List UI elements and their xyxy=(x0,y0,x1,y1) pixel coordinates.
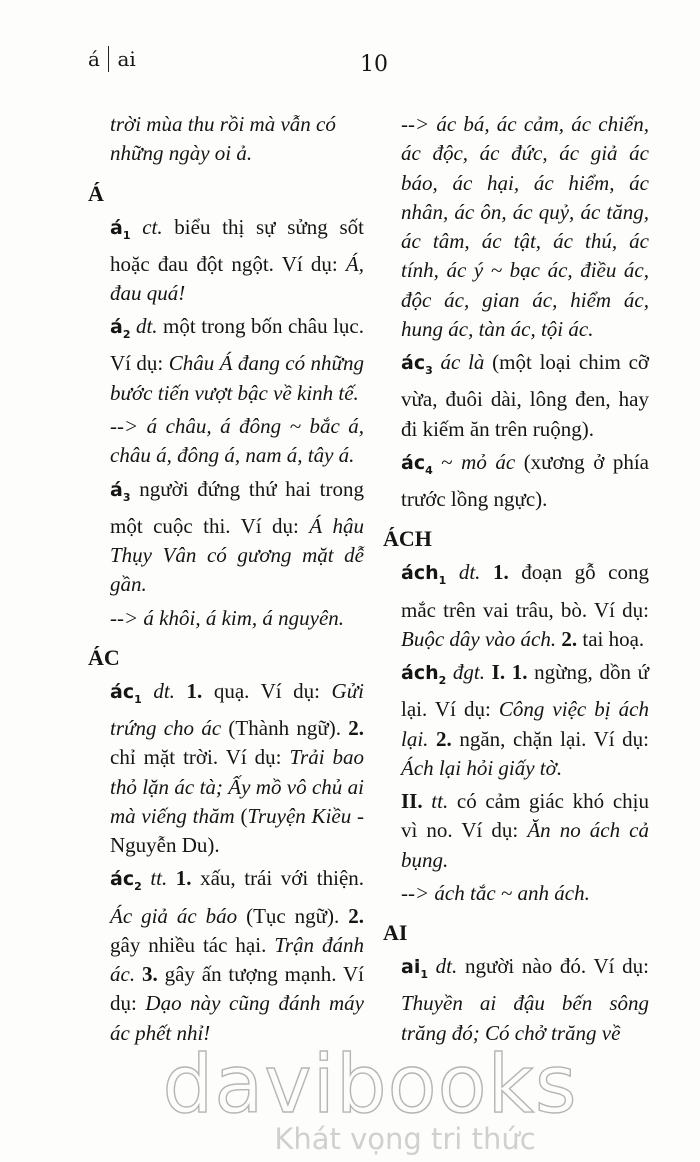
page-number: 10 xyxy=(360,52,388,77)
right-column xyxy=(383,110,649,1052)
watermark-brand: davibooks xyxy=(162,1038,578,1131)
entry-ai1: $ai_1$ dt. người nào đó. Ví dụ: Thuyền ai đậu bến sông trăng đó; Có chở trăng về xyxy=(401,954,649,1045)
continued-text: trời mùa thu rồi mà vẫn có những ngày oi ả. xyxy=(110,112,336,166)
headword: ách$_2$ xyxy=(401,662,447,687)
headword: $á_1$ xyxy=(110,216,131,242)
entry-ac3: $ác_3$ ác là (một loại chim cỡ vừa, đuôi dài, lông đen, hay đi kiếm ăn trên ruộng). xyxy=(401,350,649,441)
entry-a2: $á_2$ dt. một trong bốn châu lục. Ví dụ: Châu Á đang có những bước tiến vượt bậc về kinh tế. xyxy=(110,314,365,405)
headword: $á_2$ xyxy=(110,316,131,342)
section-heading-ach: ÁCH xyxy=(383,526,432,552)
headword: $ai_1$ xyxy=(401,956,428,982)
cross-reference: --> ác bá, ác cảm, ác chiến, ác độc, ác đức, ác giả ác báo, ác hại, ác hiểm, ác nhân, ác ôn, ác quỷ, ác tăng, ác tâm, ác tật, ác thú, ác tính, ác ý ~ bạc ác, điều ác, độc ác, gian ác, hiểm ác, hung ác, tàn ác, tội ác. xyxy=(401,112,649,342)
headword: ách$_1$ xyxy=(401,562,447,588)
watermark-slogan: Khát vọng tri thức xyxy=(274,1122,536,1156)
cross-reference: --> ách tắc ~ anh ách. xyxy=(401,881,590,906)
headword: $ác_1$ xyxy=(110,680,142,706)
entry-ach2: ách$_2$ đgt. I. 1. ngừng, dồn ứ lại. Ví dụ: Công việc bị ách lại. 2. ngăn, chặn lại. Ví dụ: Ách lại hỏi giấy tờ. xyxy=(401,660,649,780)
section-heading-a-acute: Á xyxy=(88,180,104,206)
guide-word-first: á xyxy=(88,47,100,71)
entry-a1: $á_1$ ct. biểu thị sự sửng sốt hoặc đau đột ngột. Ví dụ: Á, đau quá! xyxy=(110,214,364,305)
headword: $ác_2$ xyxy=(110,868,142,894)
entry-a3: $á_3$ người đứng thứ hai trong một cuộc thi. Ví dụ: Á hậu Thụy Vân có gương mặt dễ gần. xyxy=(110,476,365,597)
guide-divider xyxy=(108,46,110,72)
entry-ach2-sense-2: II. tt. có cảm giác khó chịu vì no. Ví dụ: Ăn no ách cả bụng. xyxy=(401,789,649,872)
section-heading-ai: AI xyxy=(383,920,408,946)
cross-reference: --> á châu, á đông ~ bắc á, châu á, đông á, nam á, tây á. xyxy=(110,413,364,468)
guide-word-last: ai xyxy=(117,47,136,71)
section-heading-ac: ÁC xyxy=(88,644,120,670)
entry-ac2: $ác_2$ tt. 1. xấu, trái với thiện. Ác giả ác báo (Tục ngữ). 2. gây nhiều tác hại. Trận đánh ác. 3. gây ấn tượng mạnh. Ví dụ: Dạo này cũng đánh máy ác phết nhỉ! xyxy=(110,866,365,1045)
guide-words xyxy=(88,46,136,72)
headword: $á_3$ xyxy=(110,478,131,504)
entry-ach1: ách$_1$ dt. 1. đoạn gỗ cong mắc trên vai trâu, bò. Ví dụ: Buộc dây vào ách. 2. tai hoạ. xyxy=(401,560,649,651)
headword: $ác_4$ xyxy=(401,452,433,477)
left-column xyxy=(88,110,364,1052)
entry-ac4: $ác_4$ ~ mỏ ác (xương ở phía trước lồng ngực). xyxy=(401,450,649,512)
headword: $ác_3$ xyxy=(401,352,433,378)
page-header xyxy=(88,40,678,80)
entry-ac1: $ác_1$ dt. 1. quạ. Ví dụ: Gửi trứng cho ác (Thành ngữ). 2. chỉ mặt trời. Ví dụ: Trải bao thỏ lặn ác tà; Ấy mồ vô chủ ai mà viếng thăm (Truyện Kiều - Nguyễn Du). xyxy=(110,678,365,858)
cross-reference: --> á khôi, á kim, á nguyên. xyxy=(110,605,345,630)
